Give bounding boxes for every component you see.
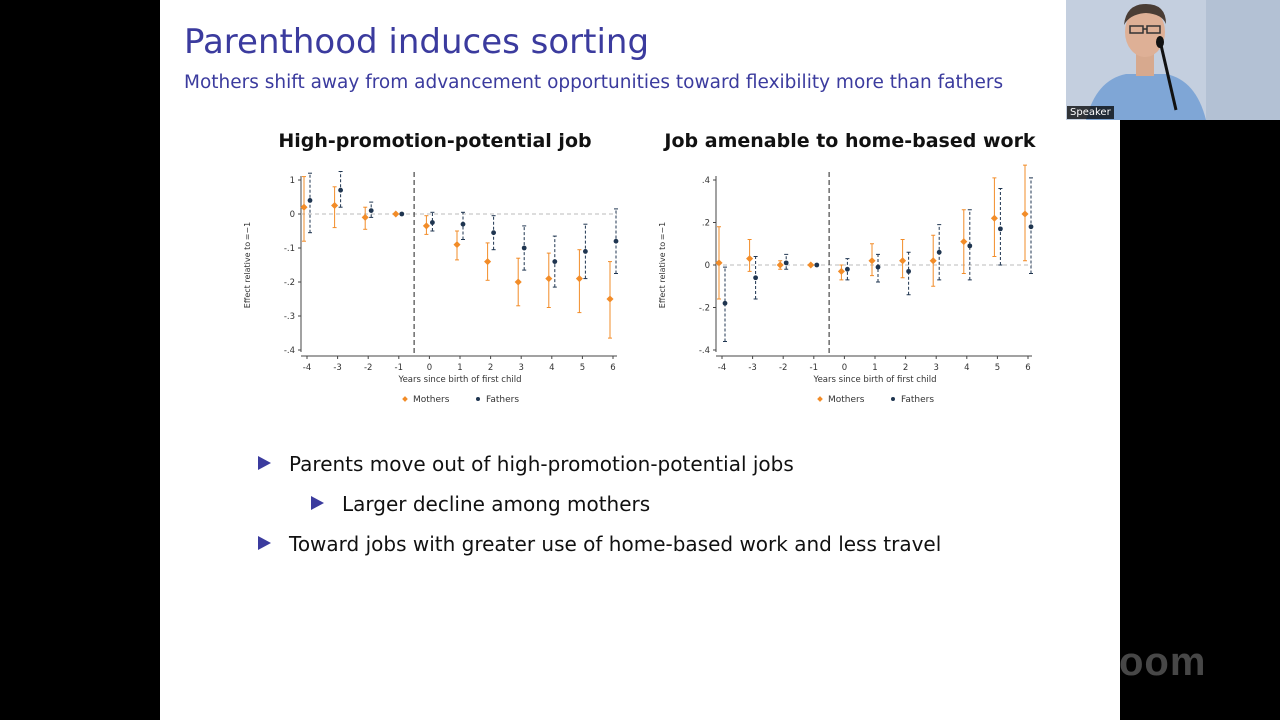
chart-title-promotion: High-promotion-potential job	[278, 130, 592, 152]
y-tick-label: 1	[289, 176, 295, 186]
triangle-bullet-icon	[258, 536, 271, 550]
x-tick-label: 2	[487, 363, 494, 373]
x-tick-label: 0	[426, 363, 433, 373]
y-tick-label: .2	[701, 218, 710, 229]
x-tick-label: -2	[363, 363, 373, 373]
legend-fathers-marker	[476, 397, 480, 401]
x-tick-label: -4	[302, 363, 312, 373]
x-tick-label: -3	[333, 363, 342, 373]
triangle-bullet-icon	[311, 496, 324, 510]
bullet-text: Parents move out of high-promotion-potential jobs	[289, 452, 794, 476]
bullet-item	[258, 532, 942, 572]
home-based-mothers-point	[777, 261, 784, 268]
x-tick-label: -1	[394, 363, 404, 373]
promotion-mothers-point	[392, 210, 399, 217]
x-tick-label: 1	[457, 363, 463, 373]
promotion-fathers-point	[399, 212, 404, 217]
y-tick-label: -.2	[698, 303, 710, 314]
speaker-avatar	[1066, 0, 1280, 120]
home-based-fathers-point	[784, 260, 789, 265]
promotion-fathers-point	[369, 208, 374, 213]
promotion-mothers-point	[300, 204, 307, 211]
y-axis-label: Effect relative to =−1	[243, 221, 252, 309]
speaker-name-label: Speaker	[1067, 106, 1114, 119]
legend-fathers-marker	[891, 397, 895, 401]
x-axis-label: Years since birth of first child	[398, 375, 522, 385]
promotion-mothers-point	[545, 275, 552, 282]
promotion-mothers-point	[362, 214, 369, 221]
y-tick-label: -.4	[283, 346, 295, 356]
x-tick-label: -4	[717, 363, 727, 373]
bullet-text: Larger decline among mothers	[342, 492, 651, 516]
home-based-fathers-point	[845, 267, 850, 272]
chart-title-home-based: Job amenable to home-based work	[664, 130, 1036, 152]
home-based-fathers-point	[906, 269, 911, 274]
promotion-fathers-point	[430, 220, 435, 225]
x-tick-label: 6	[610, 363, 616, 373]
x-tick-label: 4	[964, 363, 970, 373]
slide-title: Parenthood induces sorting	[184, 22, 650, 62]
chart-promotion	[230, 160, 630, 420]
home-based-mothers-point	[930, 257, 937, 264]
x-tick-label: -1	[809, 363, 819, 373]
home-based-mothers-point	[838, 268, 845, 275]
chart-home-based	[645, 160, 1045, 420]
home-based-mothers-point	[807, 261, 814, 268]
promotion-mothers-point	[453, 241, 460, 248]
y-tick-label: -.3	[283, 312, 295, 322]
legend-mothers-marker	[817, 396, 823, 402]
x-tick-label: 6	[1025, 363, 1031, 373]
home-based-fathers-point	[876, 265, 881, 270]
promotion-mothers-point	[484, 258, 491, 265]
legend-mothers-marker	[402, 396, 408, 402]
home-based-fathers-point	[1029, 224, 1034, 229]
promotion-fathers-point	[583, 249, 588, 254]
promotion-fathers-point	[308, 198, 313, 203]
promotion-fathers-point	[491, 230, 496, 235]
home-based-fathers-point	[998, 226, 1003, 231]
promotion-mothers-point	[331, 202, 338, 209]
x-tick-label: 3	[518, 363, 524, 373]
home-based-fathers-point	[967, 243, 972, 248]
home-based-fathers-point	[937, 250, 942, 255]
promotion-fathers-point	[461, 222, 466, 227]
y-tick-label: 0	[289, 210, 295, 220]
x-axis-label: Years since birth of first child	[813, 375, 937, 385]
home-based-mothers-point	[746, 255, 753, 262]
legend-fathers-label: Fathers	[486, 395, 520, 405]
x-tick-label: 5	[994, 363, 1001, 373]
home-based-mothers-point	[960, 238, 967, 245]
promotion-fathers-point	[614, 239, 619, 244]
home-based-mothers-point	[1021, 210, 1028, 217]
promotion-fathers-point	[552, 259, 557, 264]
y-tick-label: .4	[701, 176, 710, 186]
x-tick-label: 3	[933, 363, 939, 373]
slide-subtitle: Mothers shift away from advancement opportunities toward flexibility more than fathers	[184, 72, 1004, 93]
legend-mothers-label: Mothers	[828, 395, 865, 405]
speaker-video-tile[interactable]	[1066, 0, 1280, 120]
legend-fathers-label: Fathers	[901, 395, 935, 405]
x-tick-label: -2	[778, 363, 788, 373]
bullet-item	[258, 452, 794, 492]
x-tick-label: 2	[902, 363, 909, 373]
y-tick-label: 0	[704, 261, 710, 271]
promotion-mothers-point	[423, 222, 430, 229]
x-tick-label: 0	[841, 363, 848, 373]
y-tick-label: -.4	[698, 346, 710, 356]
promotion-fathers-point	[522, 246, 527, 251]
y-axis-label: Effect relative to =−1	[658, 221, 667, 309]
home-based-mothers-point	[991, 215, 998, 222]
promotion-mothers-point	[606, 295, 613, 302]
slide	[160, 0, 1120, 720]
promotion-fathers-point	[338, 188, 343, 193]
promotion-mothers-point	[515, 278, 522, 285]
home-based-fathers-point	[814, 263, 819, 268]
home-based-mothers-point	[868, 257, 875, 264]
y-tick-label: -.2	[283, 278, 295, 288]
x-tick-label: 5	[579, 363, 586, 373]
home-based-mothers-point	[899, 257, 906, 264]
x-tick-label: 1	[872, 363, 878, 373]
bullet-list	[258, 452, 942, 572]
x-tick-label: -3	[748, 363, 757, 373]
home-based-fathers-point	[753, 275, 758, 280]
home-based-fathers-point	[723, 301, 728, 306]
triangle-bullet-icon	[258, 456, 271, 470]
x-tick-label: 4	[549, 363, 555, 373]
promotion-mothers-point	[576, 275, 583, 282]
y-tick-label: -.1	[283, 244, 295, 254]
zoom-logo: zoom	[1098, 640, 1207, 684]
legend-mothers-label: Mothers	[413, 395, 450, 405]
bullet-text: Toward jobs with greater use of home-based work and less travel	[289, 532, 942, 556]
